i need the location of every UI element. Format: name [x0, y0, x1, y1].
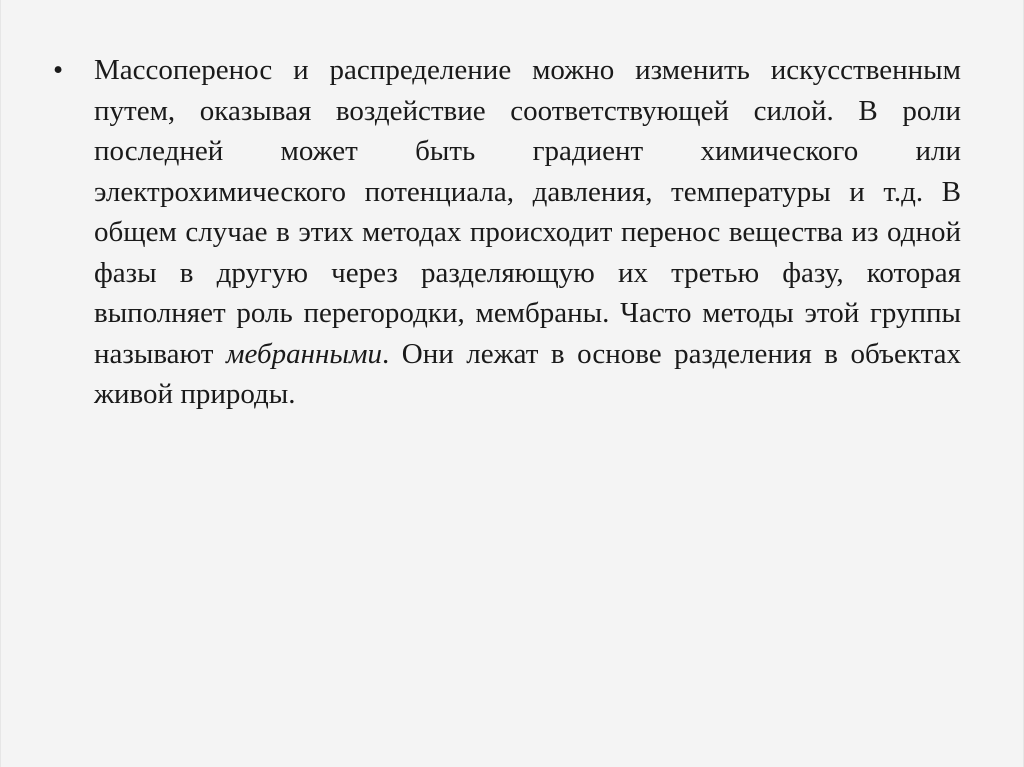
paragraph-text-after-term: . Они лежат в основе разделения в объектах живой природы. — [94, 337, 961, 410]
bullet-icon: • — [53, 54, 64, 86]
bullet-item — [41, 50, 961, 415]
paragraph-text-before-term: Массоперенос и распределение можно изменить искусственным путем, оказывая воздействие соответствующей силой. В роли последней может быть градиент химического или электрохимического потенциала, давления, температуры и т.д. В общем случае в этих методах происходит перенос вещества из одной фазы в другую через разделяющую их третью фазу, которая выполняет роль перегородки, мембраны. Часто методы этой группы называют — [94, 54, 961, 370]
paragraph-text — [94, 50, 961, 415]
italic-term: мебранными — [226, 337, 383, 370]
bullet-list — [41, 50, 961, 415]
